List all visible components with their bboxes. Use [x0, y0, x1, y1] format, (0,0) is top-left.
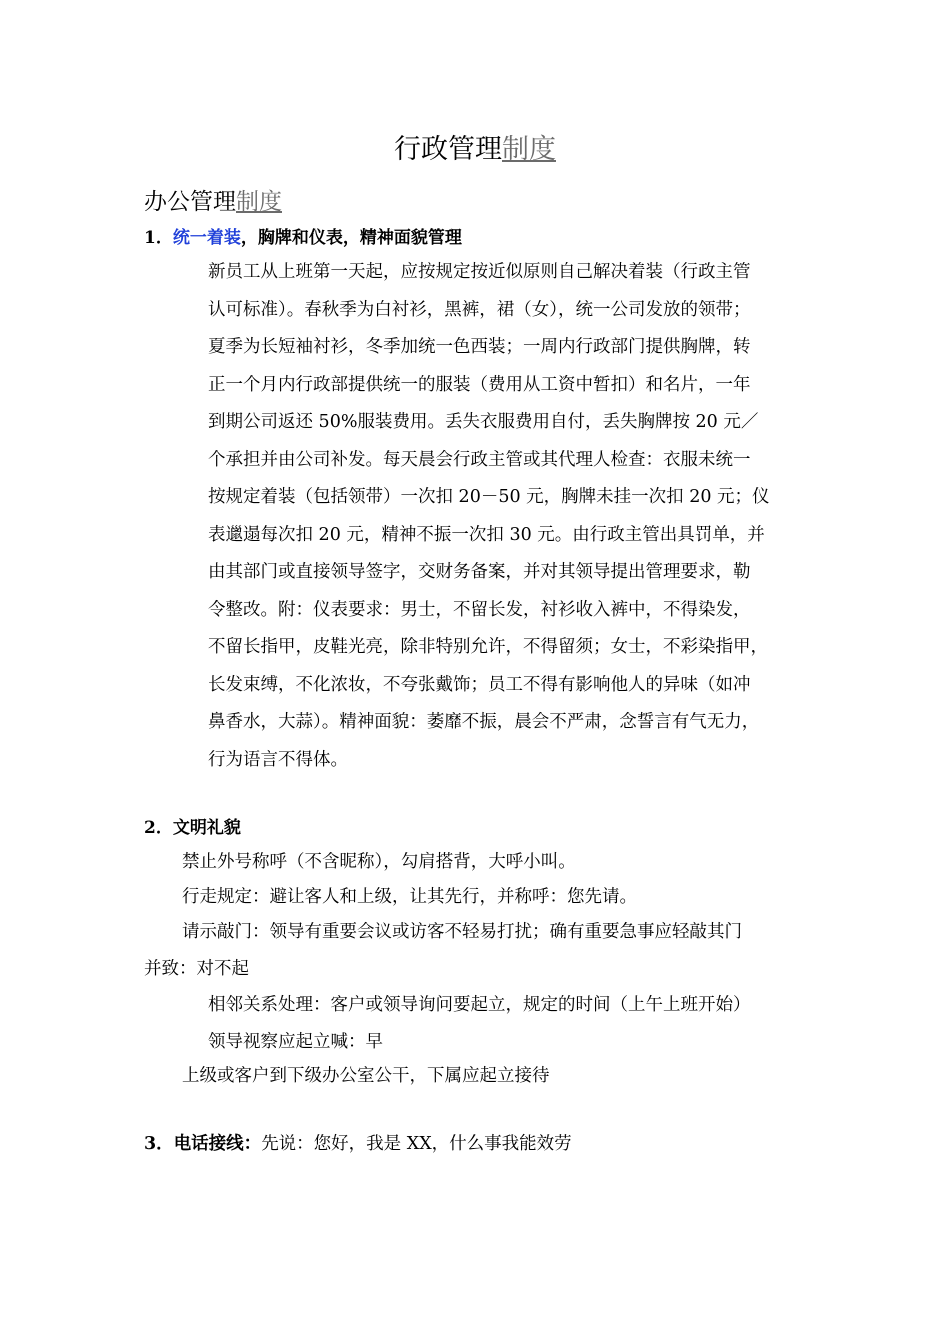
page-title	[0, 130, 950, 170]
section-title-main: 办公管理	[144, 189, 236, 215]
section2-line: 领导视察应起立喊：早	[208, 1032, 383, 1052]
paragraph-line: 按规定着装（包括领带）一次扣 20－50 元，胸牌未挂一次扣 20 元；仪	[208, 487, 770, 507]
section2-line: 相邻关系处理：客户或领导询问要起立，规定的时间（上午上班开始）	[208, 995, 751, 1015]
paragraph-line: 行为语言不得体。	[208, 749, 348, 770]
section2-line: 并致：对不起	[144, 959, 249, 979]
section2-line: 禁止外号称呼（不含昵称），勾肩搭背，大呼小叫。	[182, 852, 576, 872]
paragraph-line: 正一个月内行政部提供统一的服装（费用从工资中暂扣）和名片，一年	[208, 374, 751, 395]
section2-number: 2．	[144, 818, 173, 838]
section2-heading-text: 文明礼貌	[172, 818, 241, 838]
paragraph-line: 长发束缚，不化浓妆，不夸张戴饰；员工不得有影响他人的异味（如冲	[208, 674, 751, 695]
section3-heading: 电话接线：	[173, 1134, 262, 1154]
section3-line	[144, 1131, 572, 1157]
paragraph-line: 夏季为长短袖衬衫，冬季加统一色西装；一周内行政部门提供胸牌，转	[208, 337, 751, 357]
paragraph-line: 表邋遢每次扣 20 元，精神不振一次扣 30 元。由行政主管出具罚单，并	[208, 524, 765, 545]
section2-line: 请示敲门：领导有重要会议或访客不轻易打扰；确有重要急事应轻敲其门	[182, 922, 742, 942]
section1-number: 1．	[144, 228, 173, 248]
paragraph-line: 认可标准）。春秋季为白衬衫，黑裤，裙（女），统一公司发放的领带；	[208, 299, 751, 320]
section1-heading-blue: 统一着装	[172, 228, 241, 248]
paragraph-line: 令整改。附：仪表要求：男士，不留长发，衬衫收入裤中，不得染发，	[208, 599, 751, 620]
page-title-link[interactable]: 制度	[502, 134, 556, 165]
paragraph-line: 个承担并由公司补发。每天晨会行政主管或其代理人检查：衣服未统一	[208, 449, 751, 470]
section1-heading	[144, 225, 462, 251]
page-title-main: 行政管理	[394, 134, 502, 165]
section2-line: 上级或客户到下级办公室公干，下属应起立接待	[182, 1066, 550, 1086]
section3-text: 先说：您好，我是 XX，什么事我能效劳	[261, 1134, 572, 1154]
section1-paragraph	[208, 254, 820, 779]
section-title-link[interactable]: 制度	[236, 189, 282, 215]
section1-heading-rest: ，胸牌和仪表，精神面貌管理	[240, 228, 462, 248]
section-title	[144, 185, 282, 219]
paragraph-line: 鼻香水，大蒜）。精神面貌：萎靡不振，晨会不严肃，念誓言有气无力，	[208, 712, 760, 732]
section2-line: 行走规定：避让客人和上级，让其先行，并称呼：您先请。	[182, 887, 637, 907]
section2-heading	[144, 815, 241, 841]
section3-number: 3．	[144, 1134, 174, 1154]
paragraph-line: 新员工从上班第一天起，应按规定按近似原则自己解决着装（行政主管	[208, 262, 751, 282]
paragraph-line: 不留长指甲，皮鞋光亮，除非特别允许，不得留须；女士，不彩染指甲，	[208, 637, 768, 657]
paragraph-line: 到期公司返还 50%服装费用。丢失衣服费用自付，丢失胸牌按 20 元／	[208, 412, 759, 432]
paragraph-line: 由其部门或直接领导签字，交财务备案，并对其领导提出管理要求，勒	[208, 562, 751, 582]
